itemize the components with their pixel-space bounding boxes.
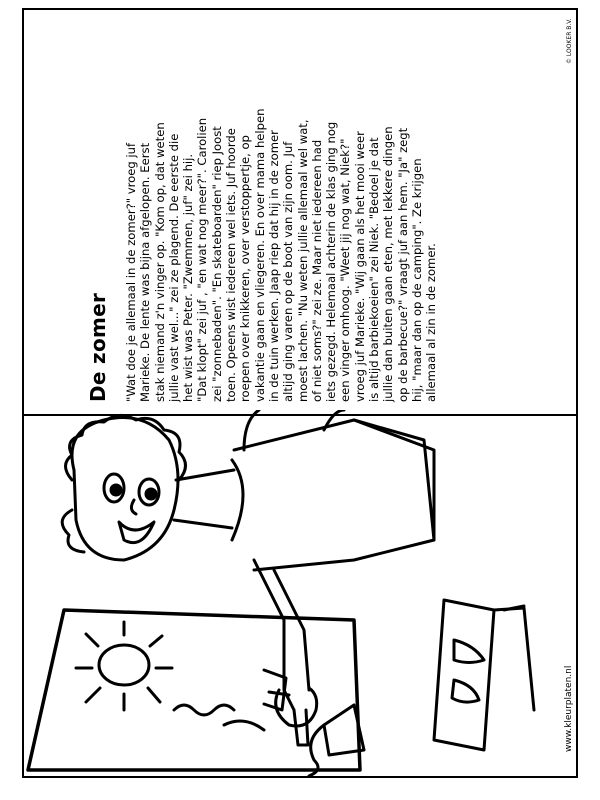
story-line: in de tuin werken. Jaap riep dat hij in de zomer (266, 130, 281, 402)
story-line: "Wat doe je allemaal in de zomer?" vroeg juf (124, 142, 138, 402)
story-line: Marieke. De lente was bijna afgelopen. Eerst (138, 142, 153, 402)
story-line: iets gezegd. Helemaal achterin de klas ging nog (324, 121, 339, 402)
story-line: allemaal al zin in de zomer. (424, 243, 439, 402)
story-text (124, 18, 439, 402)
story-line: moest lachen. "Nu weten jullie allemaal wel wat, (295, 119, 310, 402)
website-url: www.kleurplaten.nl (564, 665, 574, 752)
story-line: altijd ging varen op de boot van zijn oom. Juf (281, 141, 296, 402)
story-line: jullie vast wel..." zei ze plagend. De eerste die (166, 133, 181, 402)
story-line: op de barbecue?" vraagt juf aan hem. "Ja" zegt (395, 127, 410, 402)
story-line: "Dat klopt" zei juf , "en wat nog meer?". Carolien (195, 117, 210, 402)
copyright-notice: © LOOKER B.V. (566, 18, 573, 64)
teacher-illustration (24, 410, 576, 776)
teacher-figure (62, 410, 434, 745)
story-line: het wist was Peter. "Zwemmen, juf" zei hij. (181, 153, 196, 402)
story-line: roepen over knikkeren, over verstoppertje, op (238, 135, 253, 402)
story-line: vakantie gaan en vliegeren. En over mama helpen (252, 108, 267, 402)
story-line: is altijd barbiekoeien" zei Niek. "Bedoel je dat (367, 137, 382, 402)
story-line: vroeg juf Marieke. "Wij gaan als het mooi weer (352, 131, 367, 402)
story-line: jullie dan buiten gaan eten, met lekkere dingen (381, 126, 396, 402)
story-line: zei "zonnebaden". "En skateboarden" riep Joost (209, 126, 224, 402)
picnic-plate (434, 600, 534, 750)
story-line: een vinger omhoog. "Weet jij nog wat, Niek?" (338, 138, 353, 402)
story-line: toen. Opeens wist iedereen wel iets. Juf hoorde (224, 128, 239, 402)
story-line: stak niemand z'n vinger op. "Kom op, dat weten (152, 122, 167, 402)
story-line: of niet soms?" zei ze. Maar niet iedereen had (309, 139, 324, 402)
story-panel (86, 18, 566, 402)
story-line: hij, "maar dan op de camping". Ze krijgen (409, 158, 424, 402)
story-title: De zomer (86, 292, 110, 402)
